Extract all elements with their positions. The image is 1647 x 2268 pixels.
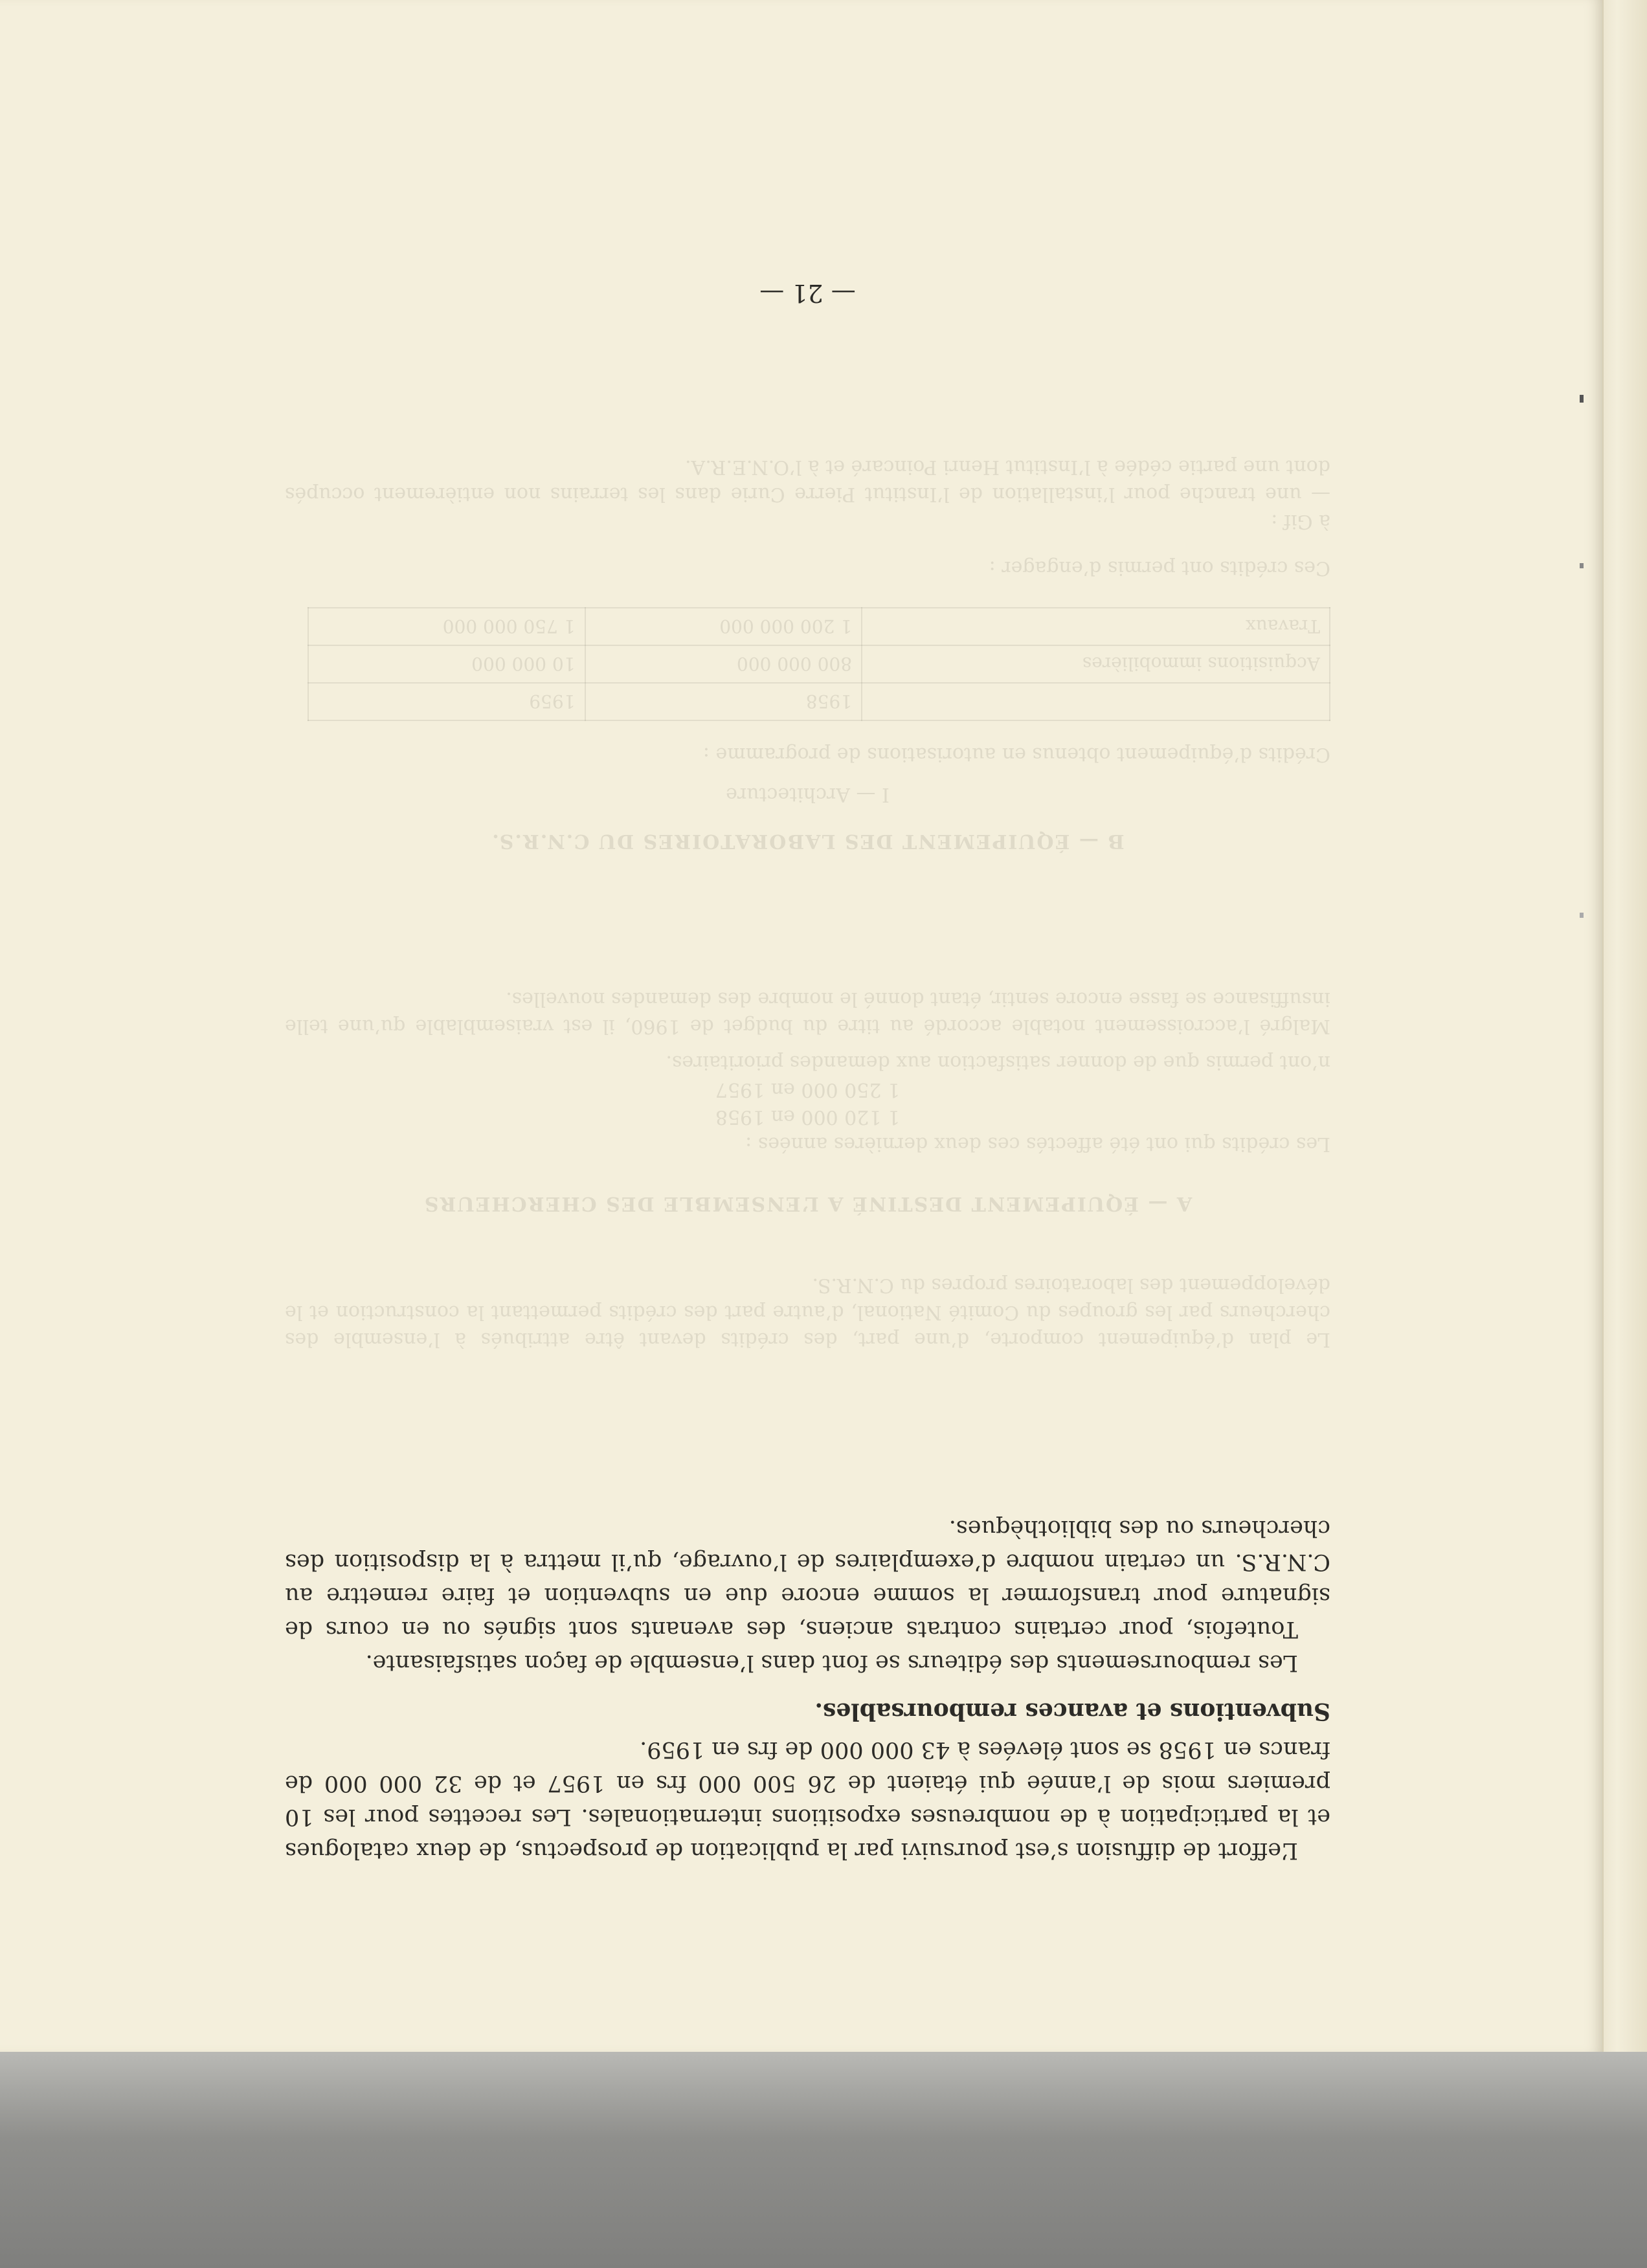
show-through-heading: A — ÉQUIPEMENT DESTINÉ A L’ENSEMBLE DES CHERCHEURS bbox=[423, 1192, 1193, 1215]
show-through-section-a bbox=[285, 985, 1330, 1217]
table-cell: 800 000 000 bbox=[585, 645, 862, 683]
show-through-text: Le plan d’équipement comporte, d’une part, des crédits devant être attribués à l’ensemble des chercheurs par les groupes du Comité National, d’autre part des crédits permettant la construction et le développement des laboratoires propres du C.N.R.S. bbox=[285, 1274, 1330, 1351]
table-row bbox=[308, 608, 1330, 645]
show-through-text: 1 120 000 en 1958 bbox=[715, 1106, 901, 1128]
show-through-text: n’ont permis que de donner satisfaction aux demandes prioritaires. bbox=[666, 1051, 1330, 1074]
table-cell: Travaux bbox=[862, 608, 1330, 645]
section-heading-subventions: Subventions et avances remboursables. bbox=[814, 1698, 1330, 1725]
table-cell: 10 000 000 bbox=[308, 645, 585, 683]
paragraph-remboursements: Les remboursements des éditeurs se font dans l’ensemble de façon satisfaisante. bbox=[365, 1650, 1298, 1676]
page-number: — 21 — bbox=[759, 279, 856, 307]
show-through-text: 1 250 000 en 1957 bbox=[715, 1078, 901, 1101]
show-through-table bbox=[308, 607, 1330, 721]
show-through-heading: I — Architecture bbox=[726, 783, 890, 806]
show-through-text: Les crédits qui ont été affectés ces deux dernières années : bbox=[745, 1133, 1330, 1155]
paragraph-block-subventions bbox=[285, 1511, 1330, 1680]
page-edge bbox=[1602, 0, 1647, 2052]
table-cell: 1 200 000 000 bbox=[585, 608, 862, 645]
show-through-text: Malgré l’accroissement notable accordé au titre du budget de 1960, il est vraisemblable qu’une telle insuffisance se fasse encore sentir, étant donné le nombre des demandes nouvelles. bbox=[285, 988, 1330, 1038]
table-cell: 1959 bbox=[308, 683, 585, 720]
show-through-text: — une tranche pour l’installation de l’Institut Pierre Curie dans les terrains non entièrement occupés dont une partie cédée à l’Institut Henri Poincaré et à l’O.N.E.R.A. bbox=[285, 456, 1330, 506]
show-through-intro bbox=[285, 1271, 1330, 1353]
table-cell: 1958 bbox=[585, 683, 862, 720]
show-through-section-b bbox=[285, 453, 1330, 854]
show-through-text: à Gif : bbox=[1271, 510, 1330, 533]
paragraph-toutefois: Toutefois, pour certains contrats anciens, des avenants sont signés ou en cours de signature pour transformer la somme encore due en subvention et faire remettre au C.N.R.S. un certain nombre d’exemplaires de l’ouvrage, qu’il mettra à la disposition des chercheurs ou des bibliothèques. bbox=[285, 1515, 1330, 1642]
table-cell: 1 750 000 000 bbox=[308, 608, 585, 645]
show-through-heading: B — ÉQUIPEMENT DES LABORATOIRES DU C.N.R.S. bbox=[491, 830, 1125, 852]
table-row bbox=[308, 683, 1330, 720]
show-through-text: Crédits d’équipement obtenus en autorisations de programme : bbox=[702, 743, 1330, 766]
scanner-background bbox=[0, 2052, 1647, 2268]
show-through-text: Ces crédits ont permis d’engager : bbox=[989, 557, 1330, 579]
table-row bbox=[308, 645, 1330, 683]
table-cell: Acquisitions immobilières bbox=[862, 645, 1330, 683]
table-cell bbox=[862, 683, 1330, 720]
paragraph-block-top bbox=[285, 1733, 1330, 1867]
paragraph-diffusion: L’effort de diffusion s’est poursuivi par la publication de prospectus, de deux catalogues et la participation à de nombreuses expositions internationales. Les recettes pour les 10 premiers mois de l’année qui étaient de 26 500 000 frs en 1957 et de 32 000 000 de francs en 1958 se sont élevées à 43 000 000 de frs en 1959. bbox=[285, 1737, 1330, 1863]
